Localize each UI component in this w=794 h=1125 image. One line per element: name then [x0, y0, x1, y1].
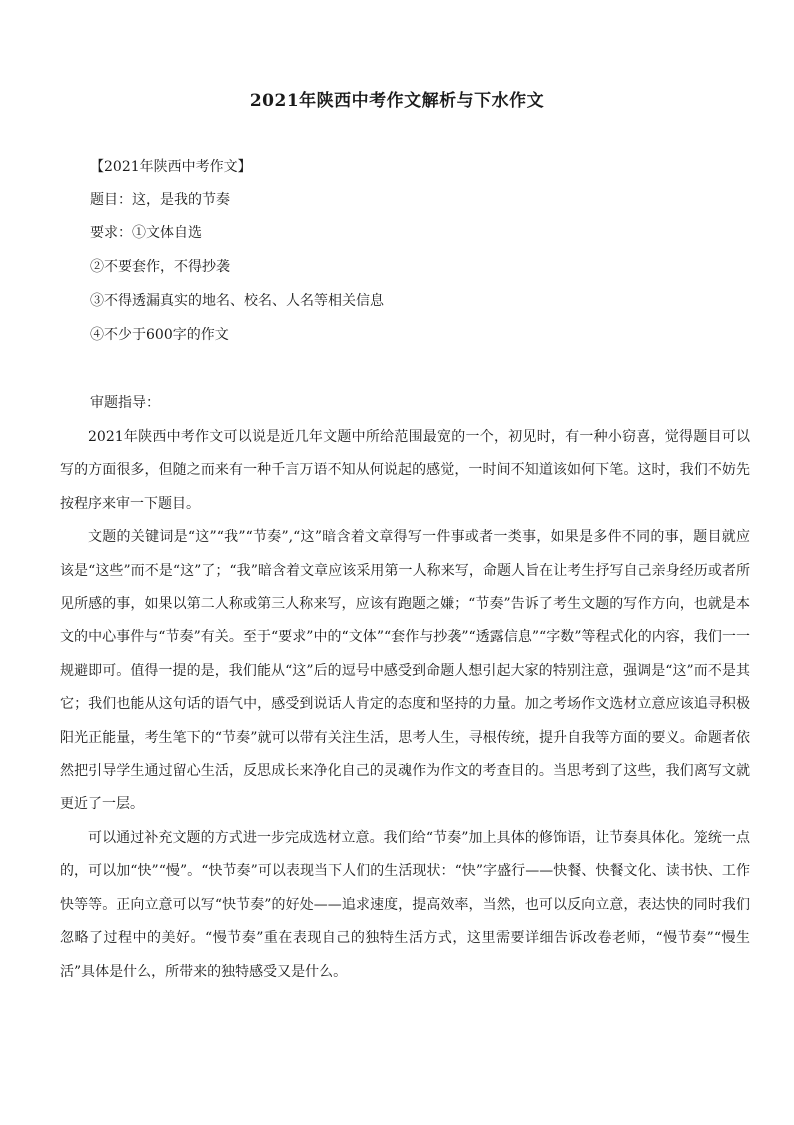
guide-heading: 审题指导：: [90, 395, 160, 411]
guide-body: [60, 421, 750, 989]
requirement-4: ④不少于600字的作文: [90, 327, 229, 343]
paragraph: 2021年陕西中考作文可以说是近几年文题中所给范围最宽的一个，初见时，有一种小窃喜，觉得题目可以写的方面很多，但随之而来有一种千言万语不知从何说起的感觉，一时间不知道该如何下笔。这时，我们不妨先按程序来审一下题目。: [60, 429, 750, 512]
requirement-3: ③不得透漏真实的地名、校名、人名等相关信息: [90, 293, 384, 309]
paragraph: 可以通过补充文题的方式进一步完成选材立意。我们给“节奏”加上具体的修饰语，让节奏具体化。笼统一点的，可以加“快”“慢”。“快节奏”可以表现当下人们的生活现状：“快”字盛行——快餐、快餐文化、读书快、工作快等等。正向立意可以写“快节奏”的好处——追求速度，提高效率，当然，也可以反向立意，表达快的同时我们忽略了过程中的美好。“慢节奏”重在表现自己的独特生活方式，这里需要详细告诉改卷老师，“慢节奏”“慢生活”具体是什么，所带来的独特感受又是什么。: [60, 829, 750, 980]
topic-line: 题目：这，是我的节奏: [90, 192, 230, 208]
section-heading: 【2021年陕西中考作文】: [90, 159, 252, 175]
paragraph: 文题的关键词是“这”“我”“节奏”,“这”暗含着文章得写一件事或者一类事，如果是多件不同的事，题目就应该是“这些”而不是“这”了；“我”暗含着文章应该采用第一人称来写，命题人旨在让考生抒写自己亲身经历或者所见所感的事，如果以第二人称或第三人称来写，应该有跑题之嫌；“节奏”告诉了考生文题的写作方向，也就是本文的中心事件与“节奏”有关。至于“要求”中的“文体”“套作与抄袭”“透露信息”“字数”等程式化的内容，我们一一规避即可。值得一提的是，我们能从“这”后的逗号中感受到命题人想引起大家的特别注意，强调是“这”而不是其它；我们也能从这句话的语气中，感受到说话人肯定的态度和坚持的力量。加之考场作文选材立意应该追寻积极阳光正能量，考生笔下的“节奏”就可以带有关注生活，思考人生，寻根传统，提升自我等方面的要义。命题者依然把引导学生通过留心生活，反思成长来净化自己的灵魂作为作文的考查目的。当思考到了这些，我们离写文就更近了一层。: [60, 529, 750, 813]
requirement-2: ②不要套作，不得抄袭: [90, 259, 230, 275]
requirement-1: 要求：①文体自选: [90, 225, 202, 241]
document-title: 2021年陕西中考作文解析与下水作文: [249, 91, 545, 111]
